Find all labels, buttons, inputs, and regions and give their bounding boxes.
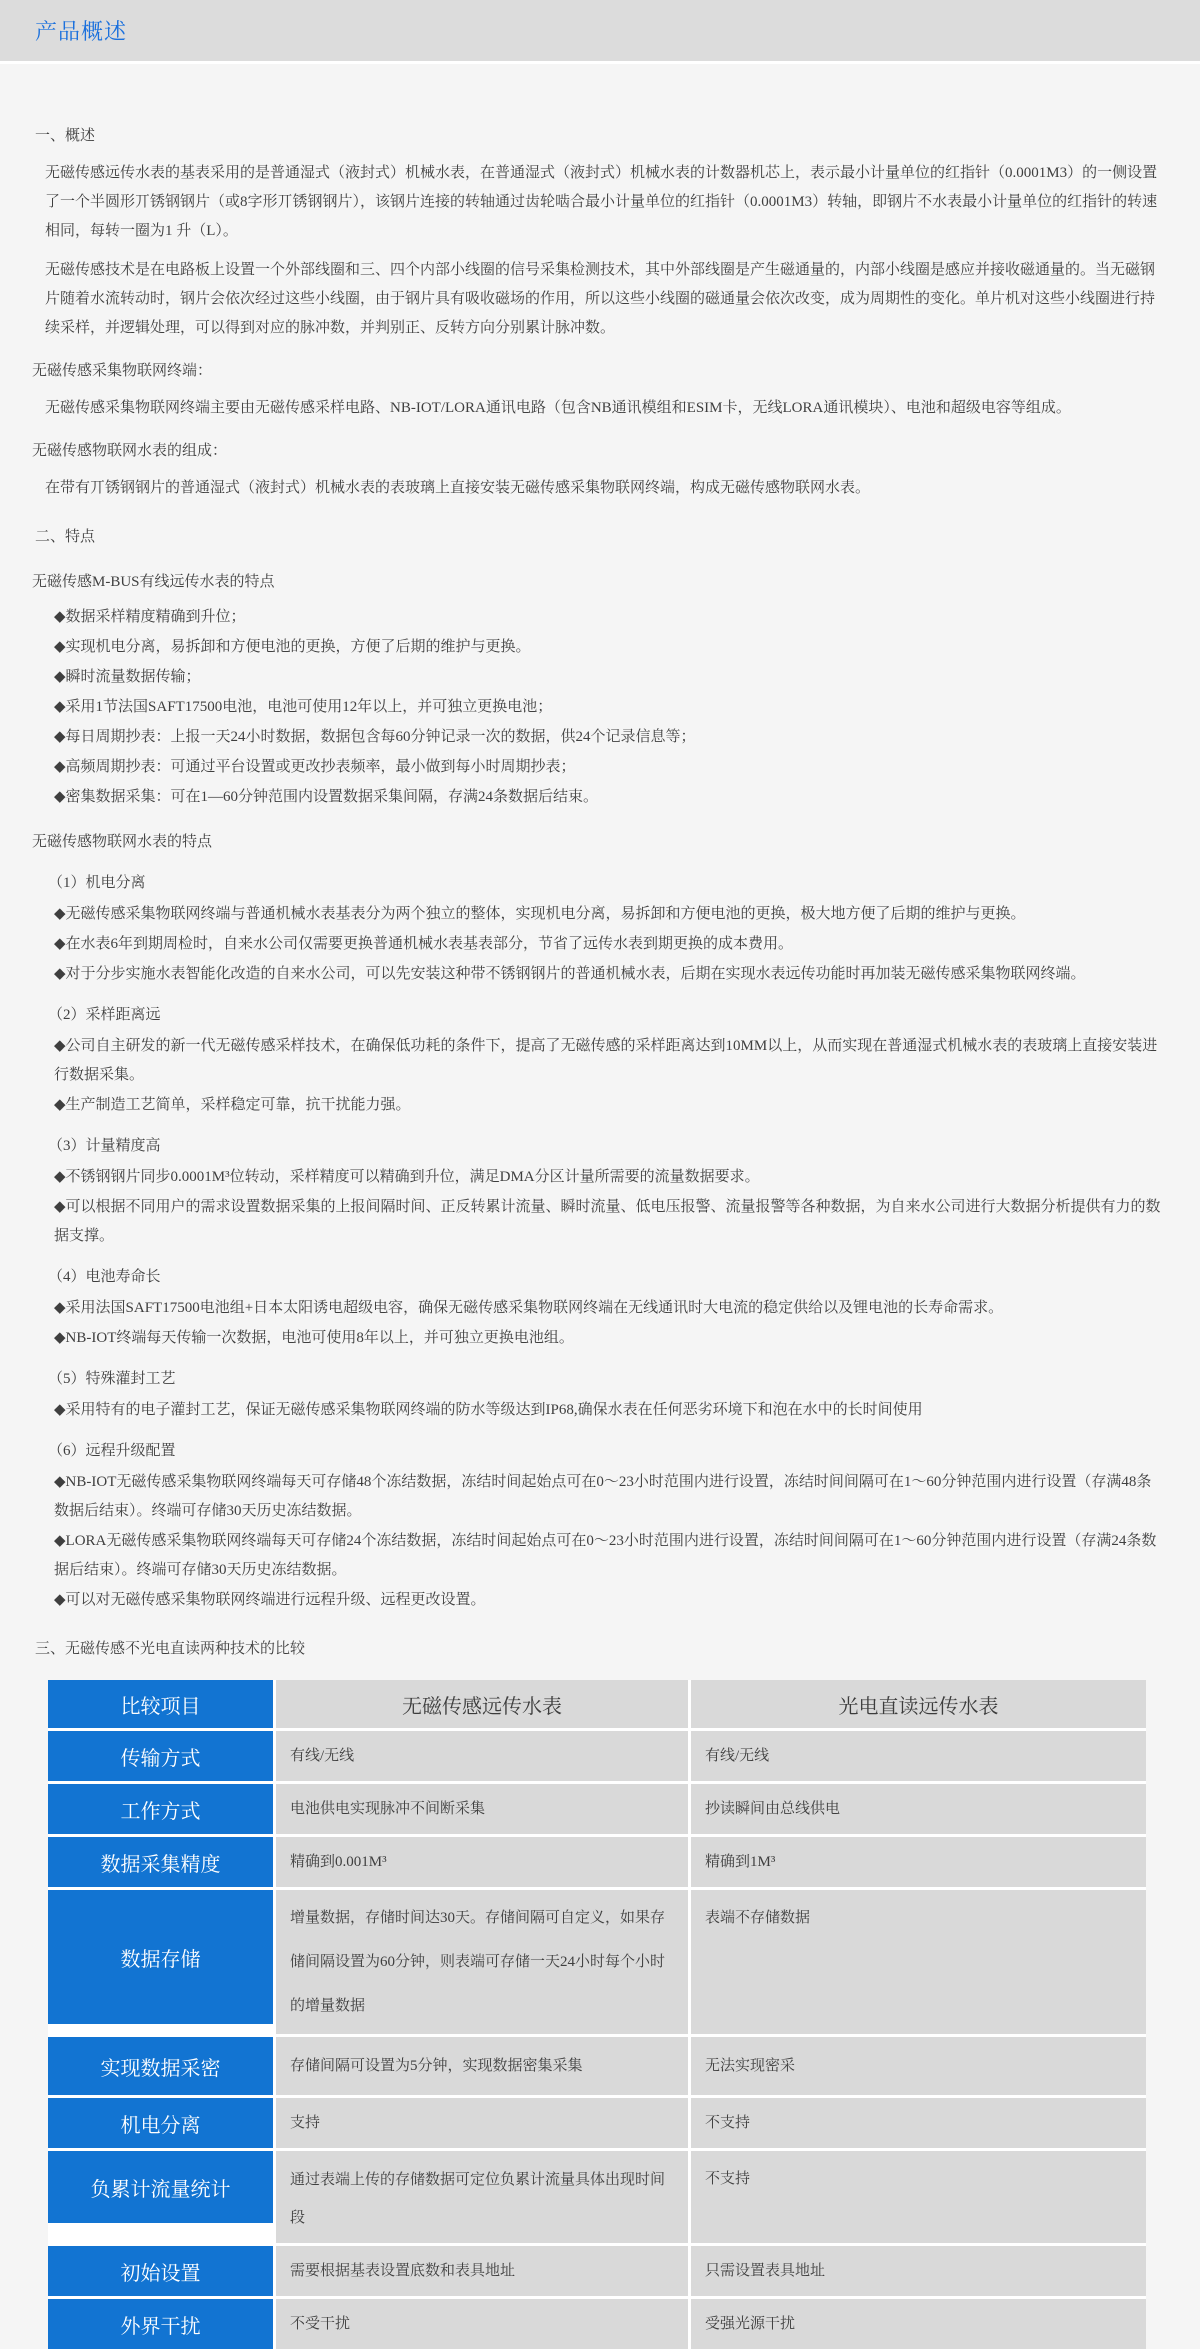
overview-paragraph: 无磁传感远传水表的基表采用的是普通湿式（液封式）机械水表，在普通湿式（液封式）机械水表的计数器机芯上，表示最小计量单位的红指针（0.0001M3）的一侧设置了一个半圆形丌锈钢钢片（或8字形丌锈钢钢片），该钢片连接的转轴通过齿轮啮合最小计量单位的红指针（0.0001M3）转轴，即钢片不水表最小计量单位的红指针的转速相同，每转一圈为1 升（L）。: [45, 165, 1158, 239]
bullet-item: ◆实现机电分离，易拆卸和方便电池的更换，方便了后期的维护与更换。: [54, 639, 531, 655]
table-cell: 需要根据基表设置底数和表具地址: [276, 2246, 688, 2296]
feature-group-title: （2）采样距离远: [48, 1007, 161, 1023]
bullet-item: ◆NB-IOT终端每天传输一次数据，电池可使用8年以上，并可独立更换电池组。: [54, 1330, 574, 1346]
table-row-label: 数据存储: [48, 1890, 273, 2024]
bullet-item: ◆每日周期抄表：上报一天24小时数据，数据包含每60分钟记录一次的数据，供24个记录信息等；: [54, 729, 696, 745]
table-row-label: 机电分离: [48, 2098, 273, 2148]
table-col-header: 无磁传感远传水表: [276, 1680, 688, 1728]
bullet-item: ◆LORA无磁传感采集物联网终端每天可存储24个冻结数据，冻结时间起始点可在0～23小时范围内进行设置，冻结时间间隔可在1～60分钟范围内进行设置（存满24条数据后结束）。终端可存储30天历史冻结数据。: [54, 1533, 1157, 1578]
section-heading-overview: 一、概述: [35, 128, 96, 144]
table-cell: 表端不存储数据: [691, 1890, 1146, 2034]
section-heading-features: 二、特点: [35, 529, 96, 545]
section-heading-comparison: 三、无磁传感不光电直读两种技术的比较: [35, 1641, 306, 1657]
bullet-item: ◆对于分步实施水表智能化改造的自来水公司，可以先安装这种带不锈钢钢片的普通机械水表，后期在实现水表远传功能时再加装无磁传感采集物联网终端。: [54, 966, 1086, 982]
table-cell: 电池供电实现脉冲不间断采集: [276, 1784, 688, 1834]
composition-label: 无磁传感物联网水表的组成：: [32, 443, 228, 459]
feature-group-title: （4）电池寿命长: [48, 1269, 161, 1285]
bullet-item: ◆不锈钢钢片同步0.0001M³位转动，采样精度可以精确到升位，满足DMA分区计量所需要的流量数据要求。: [54, 1169, 760, 1185]
table-cell: 受强光源干扰: [691, 2299, 1146, 2349]
bullet-item: ◆NB-IOT无磁传感采集物联网终端每天可存储48个冻结数据，冻结时间起始点可在0～23小时范围内进行设置，冻结时间间隔可在1～60分钟范围内进行设置（存满48条数据后结束）。终端可存储30天历史冻结数据。: [54, 1474, 1152, 1519]
table-cell: 支持: [276, 2098, 688, 2148]
table-row-label: 传输方式: [48, 1731, 273, 1781]
table-cell: 精确到1M³: [691, 1837, 1146, 1887]
mbus-subheading: 无磁传感M-BUS有线远传水表的特点: [32, 574, 275, 590]
feature-group-title: （1）机电分离: [48, 875, 146, 891]
table-cell: 不受干扰: [276, 2299, 688, 2349]
terminal-paragraph: 无磁传感采集物联网终端主要由无磁传感采样电路、NB-IOT/LORA通讯电路（包含NB通讯模组和ESIM卡，无线LORA通讯模块）、电池和超级电容等组成。: [45, 400, 1071, 416]
table-row-label: 实现数据采密: [48, 2037, 273, 2095]
bullet-item: ◆无磁传感采集物联网终端与普通机械水表基表分为两个独立的整体，实现机电分离，易拆卸和方便电池的更换，极大地方便了后期的维护与更换。: [54, 906, 1026, 922]
document-body: [0, 64, 1200, 2349]
iot-subheading: 无磁传感物联网水表的特点: [32, 834, 213, 850]
table-cell: 无法实现密采: [691, 2037, 1146, 2095]
table-cell: 存储间隔可设置为5分钟，实现数据密集采集: [276, 2037, 688, 2095]
table-cell: 有线/无线: [691, 1731, 1146, 1781]
table-cell: 有线/无线: [276, 1731, 688, 1781]
bullet-item: ◆可以对无磁传感采集物联网终端进行远程升级、远程更改设置。: [54, 1592, 486, 1608]
comparison-table: [48, 1680, 1146, 2349]
bullet-item: ◆公司自主研发的新一代无磁传感采样技术，在确保低功耗的条件下，提高了无磁传感的采样距离达到10MM以上，从而实现在普通湿式机械水表的表玻璃上直接安装进行数据采集。: [54, 1038, 1158, 1083]
table-header-label: 比较项目: [48, 1680, 273, 1728]
bullet-item: ◆高频周期抄表：可通过平台设置或更改抄表频率，最小做到每小时周期抄表；: [54, 759, 576, 775]
bullet-item: ◆瞬时流量数据传输；: [54, 669, 201, 685]
bullet-item: ◆采用法国SAFT17500电池组+日本太阳诱电超级电容，确保无磁传感采集物联网终端在无线通讯时大电流的稳定供给以及锂电池的长寿命需求。: [54, 1300, 1004, 1316]
terminal-label: 无磁传感采集物联网终端：: [32, 363, 213, 379]
table-row-label: 负累计流量统计: [48, 2151, 273, 2223]
table-cell: 增量数据，存储时间达30天。存储间隔可自定义，如果存储间隔设置为60分钟，则表端可存储一天24小时每个小时的增量数据: [276, 1890, 688, 2034]
table-cell: 不支持: [691, 2151, 1146, 2243]
page-title: 产品概述: [35, 19, 128, 44]
table-col-header: 光电直读远传水表: [691, 1680, 1146, 1728]
table-row-label: 数据采集精度: [48, 1837, 273, 1887]
feature-group-title: （5）特殊灌封工艺: [48, 1371, 176, 1387]
table-cell: 通过表端上传的存储数据可定位负累计流量具体出现时间段: [276, 2151, 688, 2243]
table-cell: 精确到0.001M³: [276, 1837, 688, 1887]
bullet-item: ◆密集数据采集：可在1—60分钟范围内设置数据采集间隔，存满24条数据后结束。: [54, 789, 599, 805]
table-row-label: 外界干扰: [48, 2299, 273, 2349]
bullet-item: ◆采用1节法国SAFT17500电池，电池可使用12年以上，并可独立更换电池；: [54, 699, 553, 715]
composition-paragraph: 在带有丌锈钢钢片的普通湿式（液封式）机械水表的表玻璃上直接安装无磁传感采集物联网终端，构成无磁传感物联网水表。: [45, 480, 871, 496]
table-row-label: 初始设置: [48, 2246, 273, 2296]
top-title-band: [0, 0, 1200, 64]
table-row-label: 工作方式: [48, 1784, 273, 1834]
bullet-item: ◆采用特有的电子灌封工艺，保证无磁传感采集物联网终端的防水等级达到IP68,确保水表在任何恶劣环境下和泡在水中的长时间使用: [54, 1402, 923, 1418]
table-cell: 不支持: [691, 2098, 1146, 2148]
bullet-item: ◆在水表6年到期周检时，自来水公司仅需要更换普通机械水表基表部分，节省了远传水表到期更换的成本费用。: [54, 936, 794, 952]
table-cell: 抄读瞬间由总线供电: [691, 1784, 1146, 1834]
feature-group-title: （3）计量精度高: [48, 1138, 161, 1154]
bullet-item: ◆数据采样精度精确到升位；: [54, 609, 246, 625]
bullet-item: ◆生产制造工艺简单，采样稳定可靠，抗干扰能力强。: [54, 1097, 411, 1113]
bullet-item: ◆可以根据不同用户的需求设置数据采集的上报间隔时间、正反转累计流量、瞬时流量、低电压报警、流量报警等各种数据，为自来水公司进行大数据分析提供有力的数据支撑。: [54, 1199, 1161, 1244]
feature-group-title: （6）远程升级配置: [48, 1443, 176, 1459]
overview-paragraph: 无磁传感技术是在电路板上设置一个外部线圈和三、四个内部小线圈的信号采集检测技术，其中外部线圈是产生磁通量的，内部小线圈是感应并接收磁通量的。当无磁钢片随着水流转动时，钢片会依次经过这些小线圈，由于钢片具有吸收磁场的作用，所以这些小线圈的磁通量会依次改变，成为周期性的变化。单片机对这些小线圈进行持续采样，并逻辑处理，可以得到对应的脉冲数，并判别正、反转方向分别累计脉冲数。: [45, 262, 1156, 336]
table-cell: 只需设置表具地址: [691, 2246, 1146, 2296]
